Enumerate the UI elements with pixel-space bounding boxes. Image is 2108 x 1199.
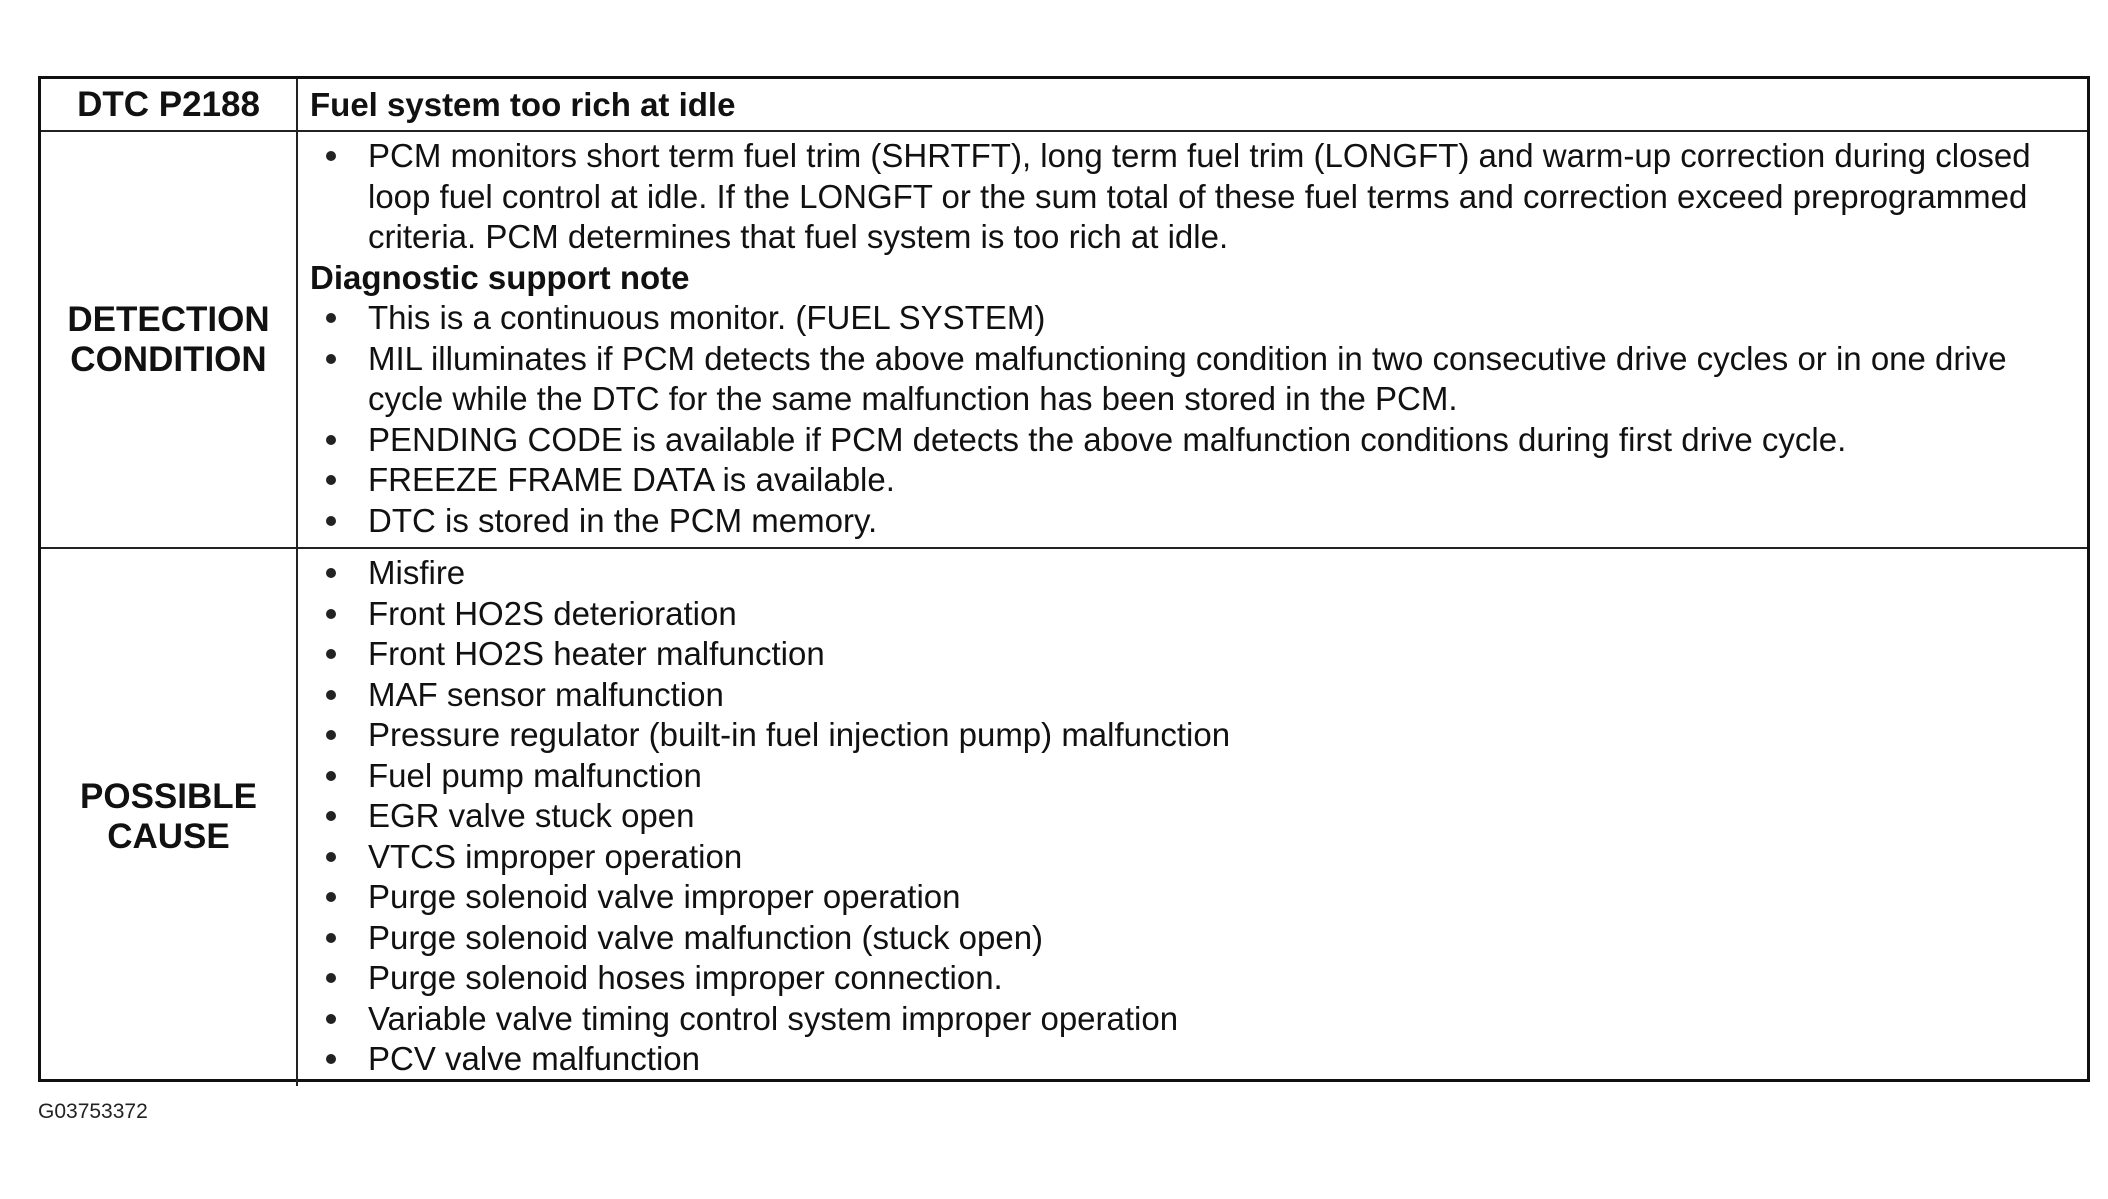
list-item: Variable valve timing control system improper operation [310, 999, 2073, 1040]
dtc-table [41, 79, 2087, 1086]
list-item: Purge solenoid valve improper operation [310, 877, 2073, 918]
bullet-icon [326, 852, 336, 862]
diagnostic-notes-list [310, 298, 2073, 541]
detection-content-cell [297, 131, 2087, 548]
list-item: Fuel pump malfunction [310, 756, 2073, 797]
bullet-icon [326, 151, 336, 161]
cause-label-line2: CAUSE [107, 817, 230, 857]
dtc-title-cell [297, 79, 2087, 131]
list-item: PCV valve malfunction [310, 1039, 2073, 1080]
bullet-icon [326, 730, 336, 740]
figure-id: G03753372 [38, 1100, 148, 1123]
dtc-code: DTC P2188 [77, 84, 260, 124]
list-item: Purge solenoid hoses improper connection. [310, 958, 2073, 999]
list-item: Front HO2S heater malfunction [310, 634, 2073, 675]
list-item: PCM monitors short term fuel trim (SHRTFT), long term fuel trim (LONGFT) and warm-up correction during closed loop fuel control at idle. If the LONGFT or the sum total of these fuel terms and correction exceed preprogrammed criteria. PCM determines that fuel system is too rich at idle. [310, 136, 2073, 258]
list-item: MAF sensor malfunction [310, 675, 2073, 716]
diagnostic-support-heading: Diagnostic support note [310, 258, 690, 296]
bullet-icon [326, 516, 336, 526]
list-item: Front HO2S deterioration [310, 594, 2073, 635]
bullet-icon [326, 811, 336, 821]
bullet-icon [326, 1054, 336, 1064]
header-row [41, 79, 2087, 131]
dtc-table-frame [38, 76, 2090, 1082]
cause-content-cell [297, 548, 2087, 1086]
possible-cause-row [41, 548, 2087, 1086]
bullet-icon [326, 609, 336, 619]
bullet-icon [326, 690, 336, 700]
dtc-title: Fuel system too rich at idle [310, 85, 736, 123]
bullet-icon [326, 973, 336, 983]
bullet-icon [326, 771, 336, 781]
dtc-code-cell [41, 79, 297, 131]
bullet-icon [326, 435, 336, 445]
bullet-icon [326, 313, 336, 323]
cause-label-line1: POSSIBLE [80, 777, 257, 817]
bullet-icon [326, 649, 336, 659]
list-item: Pressure regulator (built-in fuel injection pump) malfunction [310, 715, 2073, 756]
bullet-icon [326, 1014, 336, 1024]
list-item: Misfire [310, 553, 2073, 594]
detection-label-line1: DETECTION [67, 299, 270, 339]
bullet-icon [326, 475, 336, 485]
list-item: MIL illuminates if PCM detects the above malfunctioning condition in two consecutive drive cycles or in one drive cycle while the DTC for the same malfunction has been stored in the PCM. [310, 339, 2073, 420]
bullet-icon [326, 892, 336, 902]
detection-label-line2: CONDITION [70, 339, 267, 379]
bullet-icon [326, 933, 336, 943]
bullet-icon [326, 354, 336, 364]
list-item: VTCS improper operation [310, 837, 2073, 878]
list-item: FREEZE FRAME DATA is available. [310, 460, 2073, 501]
detection-intro-list [310, 136, 2073, 258]
list-item: This is a continuous monitor. (FUEL SYSTEM) [310, 298, 2073, 339]
detection-row [41, 131, 2087, 548]
bullet-icon [326, 568, 336, 578]
list-item: EGR valve stuck open [310, 796, 2073, 837]
cause-label-cell [41, 548, 297, 1086]
list-item: PENDING CODE is available if PCM detects the above malfunction conditions during first drive cycle. [310, 420, 2073, 461]
possible-cause-list [310, 553, 2073, 1080]
list-item: DTC is stored in the PCM memory. [310, 501, 2073, 542]
detection-label-cell [41, 131, 297, 548]
list-item: Purge solenoid valve malfunction (stuck open) [310, 918, 2073, 959]
